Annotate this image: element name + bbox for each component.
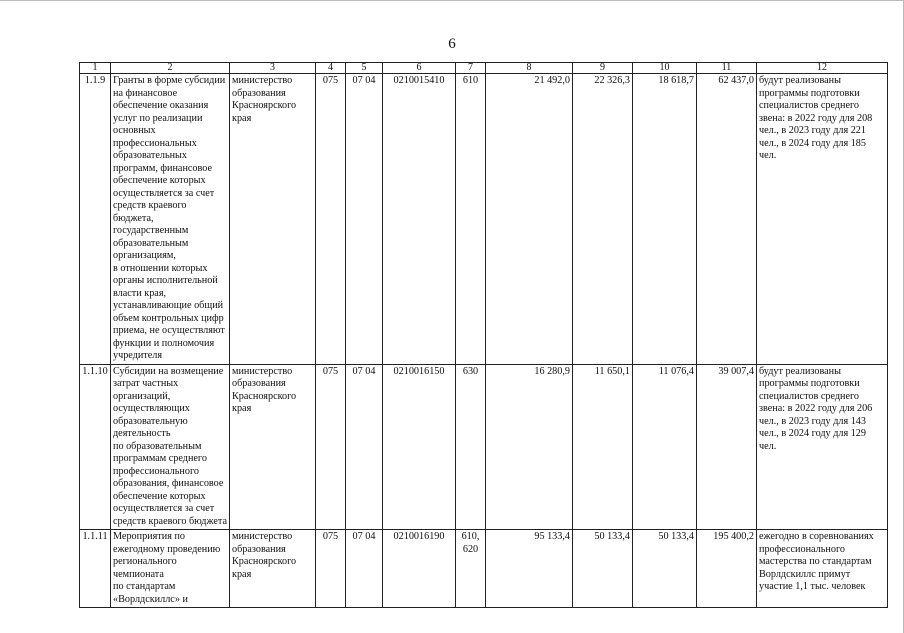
item-amount-2022: 16 280,9 [486,364,573,530]
item-result: будут реализованы программы подготовки специалистов среднего звена: в 2022 году для 208 чел., в 2023 году для 221 чел., в 2024 году для 185 чел. [757,74,888,365]
item-amount-total: 39 007,4 [697,364,757,530]
item-vr: 630 [456,364,486,530]
item-amount-2023: 22 326,3 [573,74,633,365]
item-grbs: 075 [316,74,346,365]
item-amount-total: 195 400,2 [697,530,757,608]
table-row [80,74,888,365]
item-vr: 610 [456,74,486,365]
item-amount-2024: 11 076,4 [633,364,697,530]
item-csr: 0210016150 [383,364,456,530]
column-header: 10 [633,63,697,74]
item-csr: 0210015410 [383,74,456,365]
item-grbs: 075 [316,530,346,608]
item-result: будут реализованы программы подготовки специалистов среднего звена: в 2022 году для 206 чел., в 2023 году для 143 чел., в 2024 году для 129 чел. [757,364,888,530]
item-rzpr: 07 04 [346,364,383,530]
item-amount-2022: 95 133,4 [486,530,573,608]
item-amount-2024: 18 618,7 [633,74,697,365]
item-amount-2023: 50 133,4 [573,530,633,608]
item-executor: министерство образования Красноярского края [230,530,316,608]
column-header: 2 [111,63,230,74]
item-executor: министерство образования Красноярского края [230,364,316,530]
column-header: 5 [346,63,383,74]
table-header-row [80,63,888,74]
column-header: 6 [383,63,456,74]
item-grbs: 075 [316,364,346,530]
column-header: 9 [573,63,633,74]
item-number: 1.1.10 [80,364,111,530]
column-header: 4 [316,63,346,74]
item-csr: 0210016190 [383,530,456,608]
page-number: 6 [448,36,456,52]
column-header: 7 [456,63,486,74]
item-rzpr: 07 04 [346,530,383,608]
column-header: 3 [230,63,316,74]
column-header: 11 [697,63,757,74]
item-amount-2023: 11 650,1 [573,364,633,530]
item-amount-total: 62 437,0 [697,74,757,365]
item-vr: 610, 620 [456,530,486,608]
table-row [80,364,888,530]
column-header: 12 [757,63,888,74]
item-result: ежегодно в соревнованиях профессионального мастерства по стандартам Ворлдскиллс примут участие 1,1 тыс. человек [757,530,888,608]
item-rzpr: 07 04 [346,74,383,365]
item-name: Гранты в форме субсидии на финансовое обеспечение оказания услуг по реализации основных профессиональных образовательных программ, финансовое обеспечение которых осуществляется за счет средств краевого бюджета, государственным образовательным организациям, в отношении которых органы исполнительной власти края, устанавливающие общий объем контрольных цифр приема, не осуществляют функции и полномочия учредителя [111,74,230,365]
item-number: 1.1.11 [80,530,111,608]
item-amount-2022: 21 492,0 [486,74,573,365]
budget-table [79,62,888,608]
item-executor: министерство образования Красноярского края [230,74,316,365]
table-row [80,530,888,608]
column-header: 8 [486,63,573,74]
item-number: 1.1.9 [80,74,111,365]
item-name: Мероприятия по ежегодному проведению регионального чемпионата по стандартам «Ворлдскиллс» и [111,530,230,608]
column-header: 1 [80,63,111,74]
scan-edge-top [0,0,904,1]
item-amount-2024: 50 133,4 [633,530,697,608]
item-name: Субсидии на возмещение затрат частных организаций, осуществляющих образовательную деятельность по образовательным программам среднего профессионального образования, финансовое обеспечение которых осуществляется за счет средств краевого бюджета [111,364,230,530]
